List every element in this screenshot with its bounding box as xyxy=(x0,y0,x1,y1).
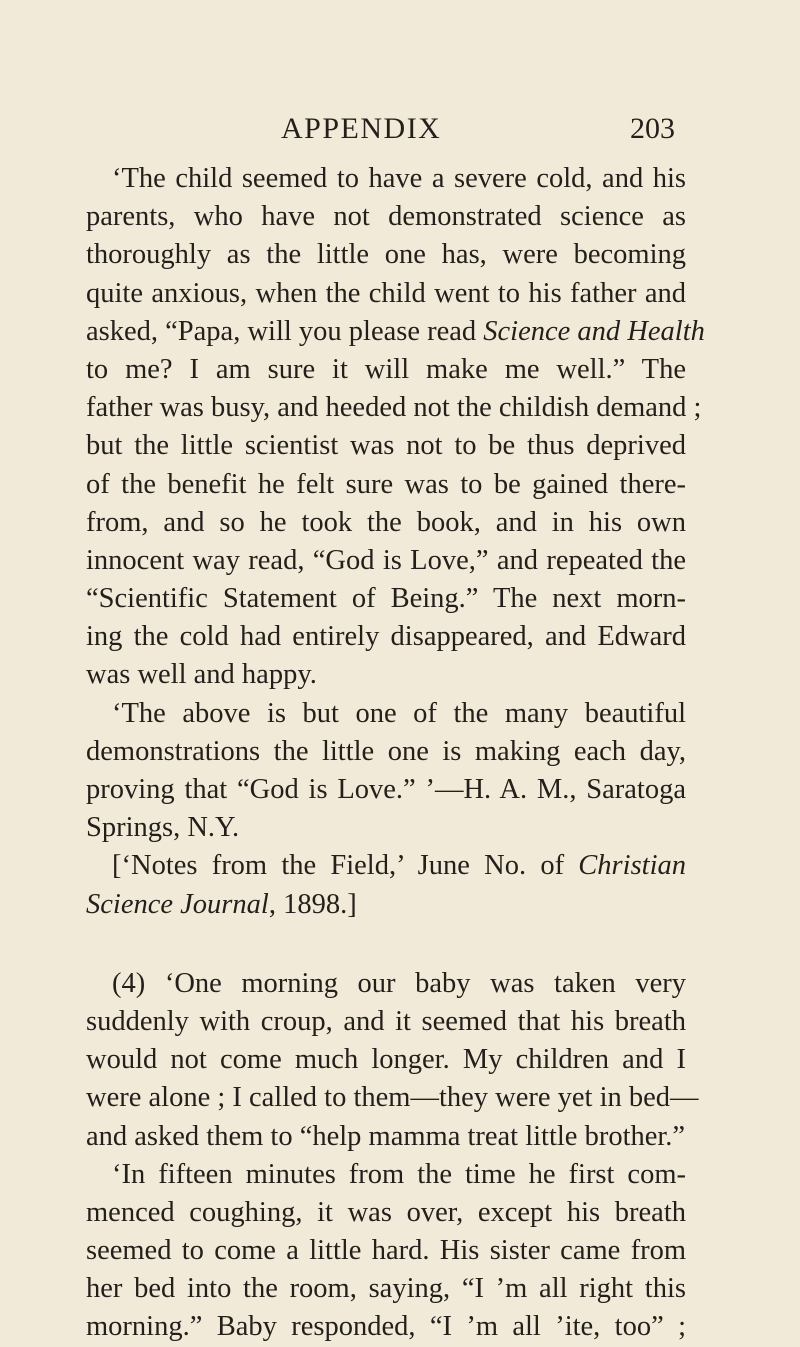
text-line: would not come much longer. My children and I xyxy=(86,1044,686,1076)
section-gap xyxy=(86,924,686,965)
text-line: ‘The child seemed to have a severe cold, and his xyxy=(112,163,686,194)
citation xyxy=(86,847,686,923)
text-line: seemed to come a little hard. His sister came from xyxy=(86,1235,686,1267)
text-line: thoroughly as the little one has, were becoming xyxy=(86,239,686,271)
text-line: innocent way read, “God is Love,” and repeated the xyxy=(86,544,686,576)
text-line xyxy=(86,886,686,924)
text-line: were alone ; I called to them—they were yet in bed— xyxy=(86,1082,699,1114)
text-line: ‘In fifteen minutes from the time he first com- xyxy=(112,1158,686,1190)
text-line xyxy=(86,313,705,351)
text-line: to me? I am sure it will make me well.” The xyxy=(86,353,686,385)
paragraph-4 xyxy=(86,965,699,1156)
text-line xyxy=(86,847,686,885)
text-line: of the benefit he felt sure was to be gained there- xyxy=(86,468,686,500)
citation-suffix: , 1898.] xyxy=(268,888,357,920)
page-header xyxy=(0,112,800,152)
text-line: from, and so he took the book, and in his own xyxy=(86,506,686,538)
body-text xyxy=(86,160,705,1347)
text-line: (4) ‘One morning our baby was taken very xyxy=(112,967,686,999)
page-number: 203 xyxy=(630,112,675,145)
text-line: “Scientific Statement of Being.” The next morn- xyxy=(86,583,686,615)
citation-prefix: [‘Notes from the Field,’ June No. of xyxy=(112,850,579,882)
text-line: and asked them to “help mamma treat little brother.” xyxy=(86,1120,686,1152)
text-line: parents, who have not demonstrated science as xyxy=(86,201,686,233)
journal-title: Christian xyxy=(578,850,686,882)
running-head: APPENDIX xyxy=(281,112,442,145)
text-line: ‘The above is but one of the many beautiful xyxy=(112,697,686,729)
text-span: asked, “Papa, will you please read xyxy=(86,315,484,347)
text-line: morning.” Baby responded, “I ’m all ’ite, too” ; xyxy=(86,1311,686,1343)
text-line: but the little scientist was not to be thus deprived xyxy=(86,430,686,462)
paragraph-1 xyxy=(86,160,705,695)
text-line: demonstrations the little one is making each day, xyxy=(86,735,686,767)
text-line: ing the cold had entirely disappeared, and Edward xyxy=(86,621,686,653)
text-line: was well and happy. xyxy=(86,659,317,691)
text-line: father was busy, and heeded not the childish demand ; xyxy=(86,392,702,424)
text-line: quite anxious, when the child went to his father and xyxy=(86,277,686,309)
text-line: her bed into the room, saying, “I ’m all right this xyxy=(86,1273,686,1305)
text-line: Springs, N.Y. xyxy=(86,812,240,844)
journal-title: Science Journal xyxy=(86,888,269,920)
paragraph-2 xyxy=(86,695,686,848)
text-line: suddenly with croup, and it seemed that his breath xyxy=(86,1005,686,1037)
text-line: menced coughing, it was over, except his breath xyxy=(86,1196,686,1228)
book-title: Science and Health xyxy=(483,315,705,347)
text-line: proving that “God is Love.” ’—H. A. M., Saratoga xyxy=(86,774,686,805)
